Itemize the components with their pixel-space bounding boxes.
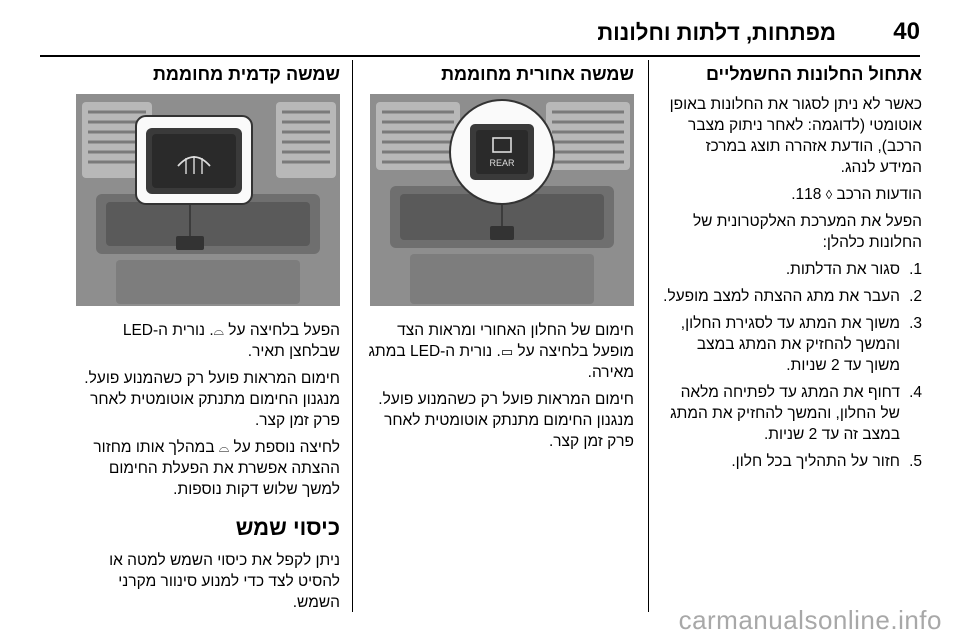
list-item: 3. משוך את המתג עד לסגירת החלון, והמשך להחזיק את המתג במצב משוך עד 2 שניות. <box>680 315 922 374</box>
list-item: 4. דחוף את המתג עד לפתיחה מלאה של החלון, והמשך להחזיק את המתג במצב זה עד 2 שניות. <box>670 384 922 443</box>
heading-heated-rear-window: שמשה אחורית מחוממת <box>441 64 634 84</box>
windscreen-heat-icon: ⌓ <box>213 323 224 338</box>
column-divider-right <box>648 60 649 612</box>
paragraph-rear-heating-note: חימום המראות פועל רק כשהמנוע פועל. מנגנון החימום מתנתק אוטומטית לאחר פרק זמן קצר. <box>378 391 634 450</box>
procedure-steps <box>660 259 922 472</box>
ref-page: 118 <box>795 186 822 203</box>
page-number: 40 <box>893 18 920 45</box>
list-item: 1. סגור את הדלתות. <box>785 261 922 278</box>
paragraph-procedure-intro: הפעל את המערכת האלקטרונית של החלונות כלהלן: <box>692 213 922 251</box>
paragraph-rear-heating: חימום של החלון האחורי ומראות הצד מופעל בלחיצה על ▭. נורית ה-LED במתג מאירה. <box>368 322 634 381</box>
column-window-init <box>660 62 922 478</box>
column-heated-rear-window <box>366 62 634 458</box>
windscreen-heat-photo <box>76 94 340 306</box>
paragraph-sun-visors: ניתן לקפל את כיסוי השמש למטה או להסיט לצד כדי למנוע סינוור מקרני השמש. <box>109 552 340 611</box>
page-header <box>40 18 920 58</box>
page-reference-icon: ◊ <box>825 187 833 202</box>
column-heated-windscreen <box>72 62 340 619</box>
page-title: מפתחות, דלתות וחלונות <box>597 20 836 45</box>
column-divider-left <box>352 60 353 612</box>
rear-defrost-photo <box>370 94 634 306</box>
heading-sun-visors: כיסוי שמש <box>235 515 340 540</box>
header-rule <box>40 55 920 57</box>
paragraph-vehicle-messages-ref: הודעות הרכב ◊ 118. <box>791 186 922 203</box>
heading-heated-windscreen: שמשה קדמית מחוממת <box>153 64 340 84</box>
paragraph-windscreen-on: הפעל בלחיצה על ⌓. נורית ה-LED שבלחצן תאיר. <box>122 322 340 360</box>
rear-button-label: REAR <box>489 158 515 168</box>
watermark: carmanualsonline.info <box>678 605 942 635</box>
paragraph-window-init-intro: כאשר לא ניתן לסגור את החלונות באופן אוטומטי (לדוגמה: לאחר ניתוק מצבר הרכב), הודעת אזהרה תוצג במרכז המידע לנהג. <box>669 96 922 176</box>
ref-text: הודעות הרכב <box>836 186 922 203</box>
list-item: 2. העבר את מתג ההצתה למצב מופעל. <box>663 288 922 305</box>
paragraph-windscreen-extend: לחיצה נוספת על ⌓ במהלך אותו מחזור ההצתה אפשרת את הפעלת החימום למשך שלוש דקות נוספות. <box>93 439 340 498</box>
rear-defrost-icon: ▭ <box>500 344 514 359</box>
windscreen-heat-icon: ⌓ <box>218 440 230 455</box>
list-item: 5. חזור על התהליך בכל חלון. <box>731 453 922 470</box>
paragraph-windscreen-note: חימום המראות פועל רק כשהמנוע פועל. מנגנון החימום מתנתק אוטומטית לאחר פרק זמן קצר. <box>84 370 340 429</box>
heading-window-init: אתחול החלונות החשמליים <box>705 64 922 84</box>
